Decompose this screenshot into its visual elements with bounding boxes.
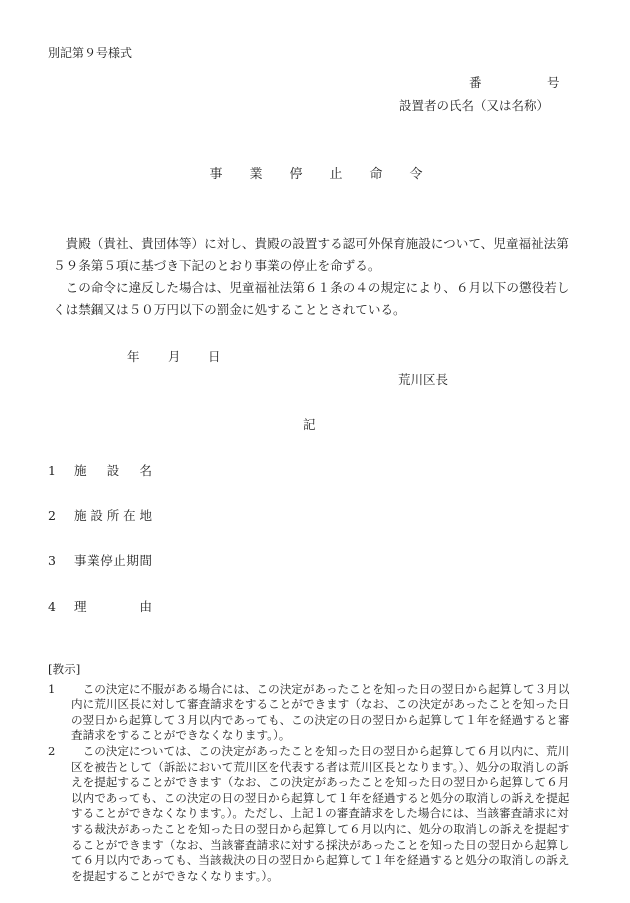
item-suspension-period <box>48 551 152 569</box>
number-suffix: 号 <box>547 75 560 90</box>
item-number: 1 <box>48 463 56 478</box>
item-label: 事業停止期間 <box>74 553 152 568</box>
notice-entry-text: この決定に不服がある場合には、この決定があったことを知った日の翌日から起算して３月以内に荒川区長に対して審査請求をすることができます（なお、この決定があったことを知った日の翌日から起算して３月以内であっても、この決定の日の翌日から起算して１年を経過すると審査請求をすることができなくなります。）。 <box>71 681 570 743</box>
item-facility-address <box>48 506 152 524</box>
item-reason <box>48 597 152 615</box>
date-day: 日 <box>208 349 221 364</box>
item-facility-name <box>48 461 152 479</box>
item-label: 施設名 <box>74 463 152 478</box>
title-char: 業 <box>249 167 263 182</box>
issuer: 荒川区長 <box>398 372 449 387</box>
title-char: 事 <box>209 167 223 182</box>
title-char: 止 <box>329 167 343 182</box>
notice-entry-number: 2 <box>48 743 56 758</box>
item-number: 4 <box>48 599 56 614</box>
number-kanji: 番 <box>469 75 482 90</box>
notice-heading: [教示] <box>48 662 81 676</box>
date-year: 年 <box>127 349 140 364</box>
body-paragraph-1: 貴殿（貴社、貴団体等）に対し、貴殿の設置する認可外保育施設について、児童福祉法第５９条第５項に基づき下記のとおり事業の停止を命ずる。 <box>53 236 569 273</box>
notice-entry-number: 1 <box>48 681 56 696</box>
notice-entry-2 <box>48 744 570 884</box>
body-text <box>53 233 573 321</box>
recipient-line: 設置者の氏名（又は名称） <box>399 98 550 113</box>
title-char: 命 <box>369 167 383 182</box>
item-label: 施設所在地 <box>74 508 152 523</box>
item-number: 2 <box>48 508 56 523</box>
notice-section <box>48 662 570 884</box>
notice-entry-1 <box>48 682 570 744</box>
notice-entry-text: この決定については、この決定があったことを知った日の翌日から起算して６月以内に、荒川区を被告として（訴訟において荒川区を代表する者は荒川区長となります。）、処分の取消しの訴えを提起することができます（なお、この決定があったことを知った日の翌日から起算して６月以内であっても、この決定の日の翌日から起算して１年を経過すると処分の取消しの訴えを提起することができなくなります。）。ただし、上記１の審査請求をした場合には、当該審査請求に対する裁決があったことを知った日の翌日から起算して６月以内に、処分の取消しの訴えを提起することができます（なお、当該審査請求に対する採決があったことを知った日の翌日から起算して６月以内であっても、当該裁決の日の翌日から起算して１年を経過すると処分の取消しの訴えを提起することができなくなります。）。 <box>71 743 570 883</box>
form-label: 別記第９号様式 <box>48 46 133 60</box>
date-month: 月 <box>168 349 181 364</box>
title-char: 停 <box>289 167 303 182</box>
item-label: 理由 <box>74 599 152 614</box>
ki-heading: 記 <box>303 417 316 432</box>
title-char: 令 <box>409 167 423 182</box>
item-number: 3 <box>48 553 56 568</box>
document-title <box>196 163 436 182</box>
body-paragraph-2: この命令に違反した場合は、児童福祉法第６１条の４の規定により、６月以下の懲役若しくは禁錮又は５０万円以下の罰金に処することとされている。 <box>53 280 570 317</box>
